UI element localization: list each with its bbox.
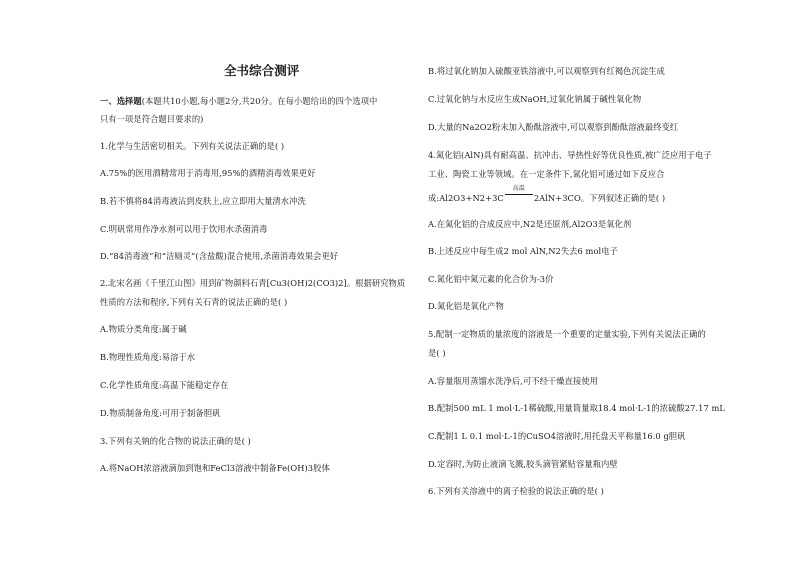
q4-option-b: B.上述反应中每生成2 mol AlN,N2失去6 mol电子	[428, 246, 618, 256]
q5-stem-line2: 是( )	[428, 348, 446, 358]
q2-stem-line1: 2.北宋名画《千里江山图》用到矿物颜料石青[Cu3(OH)2(CO3)2]。根据研究物质	[100, 278, 406, 288]
q4-equation-left: 成:Al2O3+N2+3C	[428, 193, 504, 203]
q5-option-b: B.配制500 mL 1 mol·L-1稀硫酸,用量筒量取18.4 mol·L-1的浓硫酸27.17 mL	[428, 403, 725, 413]
q3-option-b: B.将过氧化钠加入硫酸亚铁溶液中,可以观察到有红褐色沉淀生成	[428, 66, 665, 76]
q4-equation	[428, 185, 666, 203]
reaction-bar	[505, 194, 533, 195]
q2-stem-line2: 性质的方法和程序,下列有关石青的说法正确的是( )	[100, 297, 288, 307]
reaction-condition: 高温	[512, 185, 525, 192]
q4-option-d: D.氮化铝是氧化产物	[428, 301, 504, 311]
q4-equation-right: 2AlN+3CO。下列叙述正确的是( )	[533, 193, 666, 203]
q6-stem: 6.下列有关溶液中的离子检验的说法正确的是( )	[428, 486, 604, 496]
section-note-cont: 只有一项是符合题目要求的)	[100, 114, 204, 124]
q2-option-a: A.物质分类角度:属于碱	[100, 324, 187, 334]
q4-option-c: C.氮化铝中氮元素的化合价为-3价	[428, 274, 554, 284]
q3-option-a: A.将NaOH浓溶液滴加到饱和FeCl3溶液中制备Fe(OH)3胶体	[100, 463, 330, 473]
section-heading-line	[100, 96, 377, 106]
q2-option-d: D.物质制备角度:可用于制备胆矾	[100, 408, 221, 418]
q2-option-b: B.物理性质角度:易溶于水	[100, 352, 196, 362]
q5-option-a: A.容量瓶用蒸馏水洗净后,可不经干燥直接使用	[428, 376, 599, 386]
q1-option-a: A.75%的医用酒精常用于消毒用,95%的酒精消毒效果更好	[100, 168, 316, 178]
q4-stem-line1: 4.氮化铝(AlN)具有耐高温、抗冲击、导热性好等优良性质,被广泛应用于电子	[428, 150, 712, 160]
q1-stem: 1.化学与生活密切相关。下列有关说法正确的是( )	[100, 141, 285, 151]
q1-option-d: D.“84消毒液”和“洁厕灵”(含盐酸)混合使用,杀菌消毒效果会更好	[100, 251, 339, 261]
section-note: (本题共10小题,每小题2分,共20分。在每小题给出的四个选项中	[141, 96, 378, 106]
q3-option-d: D.大量的Na2O2粉末加入酚酞溶液中,可以观察到酚酞溶液最终变红	[428, 122, 679, 132]
q2-option-c: C.化学性质角度:高温下能稳定存在	[100, 380, 229, 390]
page-title: 全书综合测评	[224, 63, 300, 78]
q3-option-c: C.过氧化钠与水反应生成NaOH,过氧化钠属于碱性氧化物	[428, 94, 642, 104]
q3-stem: 3.下列有关钠的化合物的说法正确的是( )	[100, 436, 251, 446]
q1-option-c: C.明矾常用作净水剂可以用于饮用水杀菌消毒	[100, 224, 268, 234]
q4-option-a: A.在氮化铝的合成反应中,N2是还原剂,Al2O3是氧化剂	[428, 219, 632, 229]
q5-option-c: C.配制1 L 0.1 mol·L-1的CuSO4溶液时,用托盘天平称量16.0 g胆矾	[428, 431, 686, 441]
q4-stem-line2: 工业、陶瓷工业等领域。在一定条件下,氮化铝可通过如下反应合	[428, 169, 665, 179]
reaction-arrow	[504, 185, 534, 203]
section-heading: 一、选择题	[100, 96, 142, 106]
q5-option-d: D.定容时,为防止液滴飞溅,胶头滴管紧贴容量瓶内壁	[428, 459, 618, 469]
q1-option-b: B.若不慎将84消毒液沾到皮肤上,应立即用大量清水冲洗	[100, 196, 306, 206]
q5-stem-line1: 5.配制一定物质的量浓度的溶液是一个重要的定量实验,下列有关说法正确的	[428, 329, 706, 339]
